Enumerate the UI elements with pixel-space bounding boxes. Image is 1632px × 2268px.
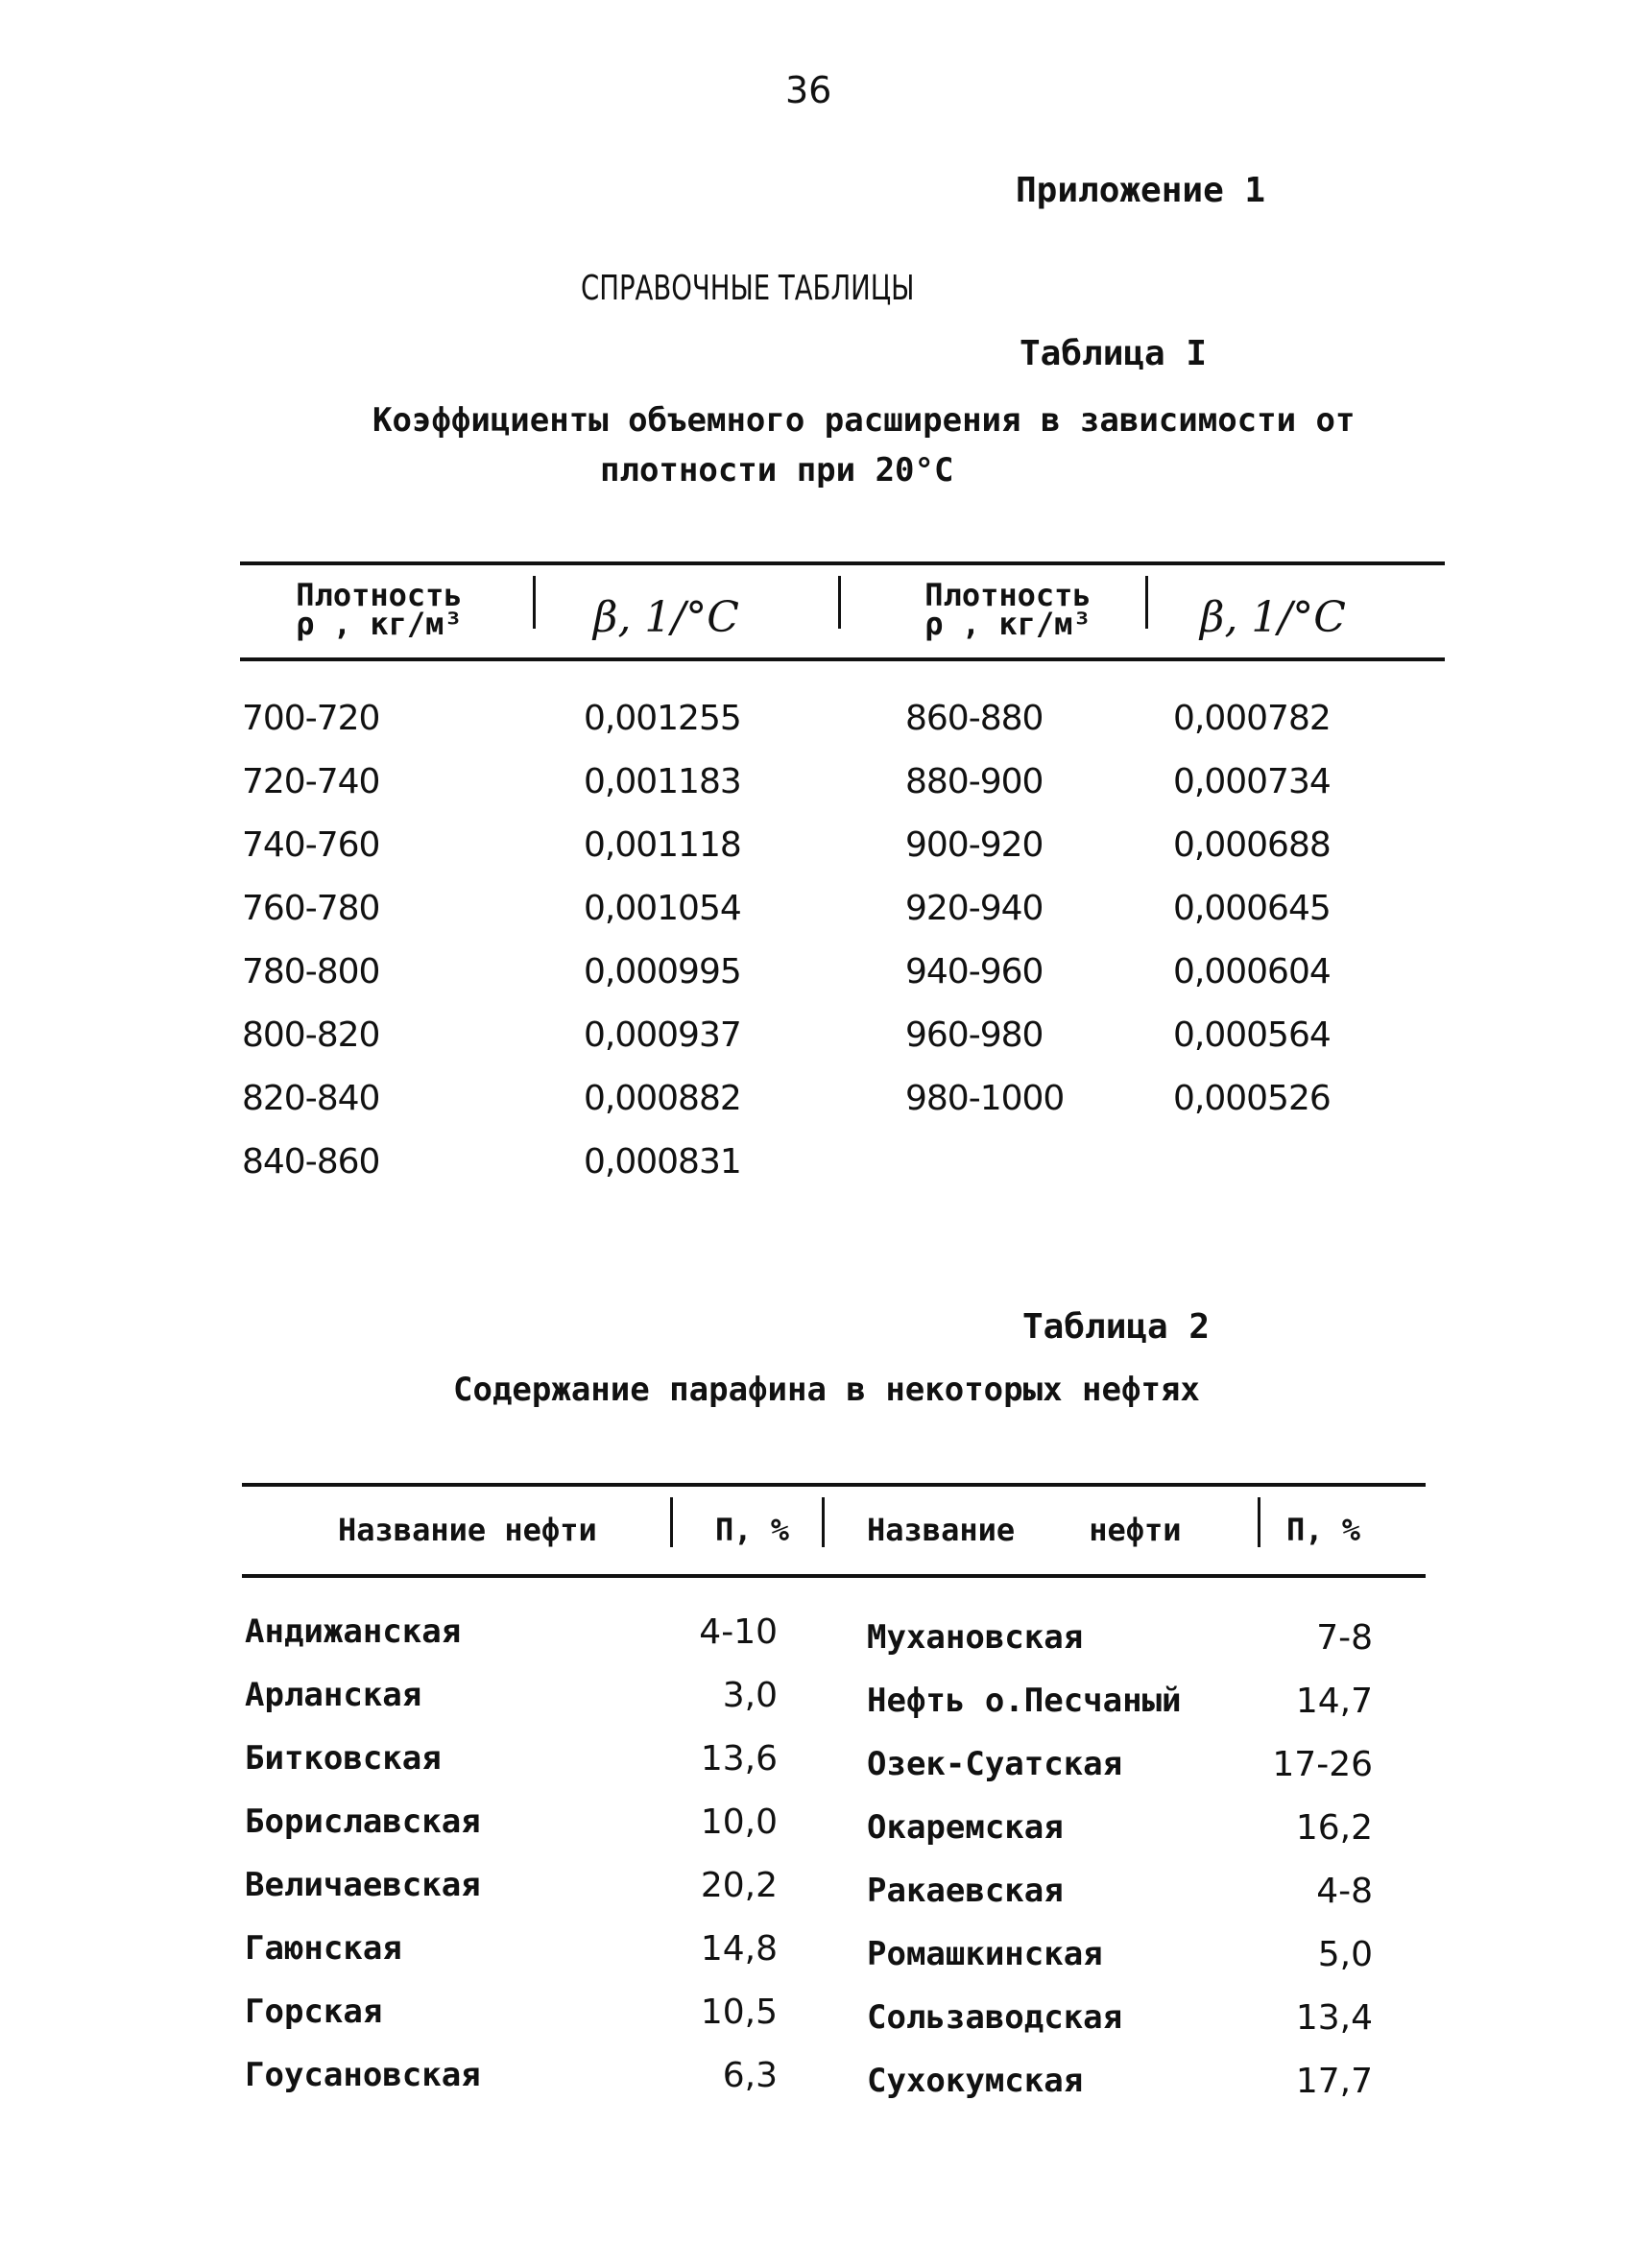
table2-left-value: 4-10	[699, 1612, 778, 1652]
table2-right-name: Сухокумская	[867, 2062, 1084, 2100]
table1-left-range: 840-860	[242, 1142, 380, 1182]
table2-header-rule	[242, 1574, 1426, 1578]
table1-left-range: 780-800	[242, 952, 380, 991]
table1-top-rule	[240, 561, 1445, 565]
table2-left-name: Гоусановская	[245, 2056, 481, 2094]
table1-left-range: 760-780	[242, 889, 380, 928]
table1-header-divider	[838, 576, 841, 629]
table1-right-range: 960-980	[905, 1015, 1044, 1055]
table1-left-beta: 0,000937	[584, 1015, 741, 1055]
table2-right-value: 17-26	[1272, 1745, 1373, 1784]
section-title: СПРАВОЧНЫЕ ТАБЛИЦЫ	[581, 269, 915, 308]
table1-right-range: 980-1000	[905, 1079, 1065, 1118]
table2-left-value: 3,0	[722, 1676, 778, 1715]
table1-right-range: 900-920	[905, 825, 1044, 865]
table2-left-value: 13,6	[700, 1739, 778, 1779]
table1-left-range: 700-720	[242, 699, 380, 738]
table2-header-divider	[670, 1497, 673, 1547]
table1-left-range: 800-820	[242, 1015, 380, 1055]
table1-right-beta: 0,000526	[1173, 1079, 1331, 1118]
table1-right-range: 880-900	[905, 762, 1044, 801]
table2-header-pct-right: П, %	[1286, 1512, 1361, 1548]
table1-left-beta: 0,000995	[584, 952, 741, 991]
table2-right-name: Ракаевская	[867, 1872, 1064, 1910]
table1-left-beta: 0,001118	[584, 825, 741, 865]
table1-right-beta: 0,000782	[1173, 699, 1331, 738]
table1-left-range: 820-840	[242, 1079, 380, 1118]
table2-right-value: 13,4	[1295, 1998, 1373, 2038]
table1-caption-line2: плотности при 20°С	[600, 451, 954, 489]
table2-caption: Содержание парафина в некоторых нефтях	[453, 1371, 1200, 1409]
table2-header-pct-left: П, %	[715, 1512, 790, 1548]
table1-left-beta: 0,001054	[584, 889, 741, 928]
table2-right-value: 14,7	[1295, 1682, 1373, 1721]
table2-header-divider	[1258, 1497, 1260, 1547]
table2-right-name: Озек-Суатская	[867, 1745, 1123, 1783]
table2-left-name: Битковская	[245, 1739, 442, 1778]
table2-label: Таблица 2	[1022, 1307, 1211, 1347]
table1-right-beta: 0,000688	[1173, 825, 1331, 865]
table2-left-value: 10,0	[700, 1802, 778, 1842]
table2-top-rule	[242, 1483, 1426, 1487]
table1-left-beta: 0,001255	[584, 699, 741, 738]
table2-right-value: 16,2	[1295, 1808, 1373, 1848]
table2-left-name: Арланская	[245, 1676, 422, 1714]
table1-left-beta: 0,001183	[584, 762, 741, 801]
table2-left-value: 6,3	[722, 2056, 778, 2095]
table1-right-range: 860-880	[905, 699, 1044, 738]
table1-left-range: 740-760	[242, 825, 380, 865]
table1-right-range: 920-940	[905, 889, 1044, 928]
page-number: 36	[785, 69, 832, 111]
table2-header-divider	[822, 1497, 825, 1547]
table1-header-divider	[533, 576, 536, 629]
table1-header-rule	[240, 657, 1445, 661]
table1-right-beta: 0,000734	[1173, 762, 1331, 801]
table2-right-name: Нефть о.Песчаный	[867, 1682, 1182, 1720]
table1-left-beta: 0,000831	[584, 1142, 741, 1182]
table1-header-divider	[1145, 576, 1148, 629]
appendix-label: Приложение 1	[1016, 171, 1266, 210]
table2-left-value: 10,5	[700, 1993, 778, 2032]
table2-left-name: Горская	[245, 1993, 383, 2031]
table2-left-value: 14,8	[700, 1929, 778, 1969]
table1-caption-line1: Коэффициенты объемного расширения в зависимости от	[372, 401, 1356, 440]
table2-header-name-left: Название нефти	[338, 1512, 597, 1548]
table2-left-name: Бориславская	[245, 1802, 481, 1841]
table1-header-density-right: Плотность ρ , кг/м³	[924, 577, 1092, 642]
table2-left-name: Гаюнская	[245, 1929, 402, 1968]
table2-left-name: Величаевская	[245, 1866, 481, 1904]
table1-right-range: 940-960	[905, 952, 1044, 991]
table2-right-value: 5,0	[1317, 1935, 1373, 1974]
table2-right-value: 4-8	[1316, 1872, 1373, 1911]
table1-right-beta: 0,000564	[1173, 1015, 1331, 1055]
table1-left-beta: 0,000882	[584, 1079, 741, 1118]
table1-header-beta-left: β, 1/°C	[593, 593, 739, 642]
table2-right-name: Мухановская	[867, 1618, 1084, 1657]
table2-left-value: 20,2	[700, 1866, 778, 1905]
table1-right-beta: 0,000604	[1173, 952, 1331, 991]
table2-right-name: Окаремская	[867, 1808, 1064, 1847]
table1-header-density-left: Плотность ρ , кг/м³	[296, 577, 463, 642]
table1-left-range: 720-740	[242, 762, 380, 801]
table2-header-name-right: Название нефти	[867, 1512, 1182, 1548]
table2-right-name: Ромашкинская	[867, 1935, 1103, 1973]
table2-right-value: 7-8	[1316, 1618, 1373, 1658]
table2-right-value: 17,7	[1295, 2062, 1373, 2101]
table2-right-name: Сользаводская	[867, 1998, 1123, 2037]
table1-header-beta-right: β, 1/°C	[1200, 593, 1346, 642]
table1-label: Таблица I	[1020, 334, 1208, 373]
table2-left-name: Андижанская	[245, 1612, 462, 1651]
table1-right-beta: 0,000645	[1173, 889, 1331, 928]
